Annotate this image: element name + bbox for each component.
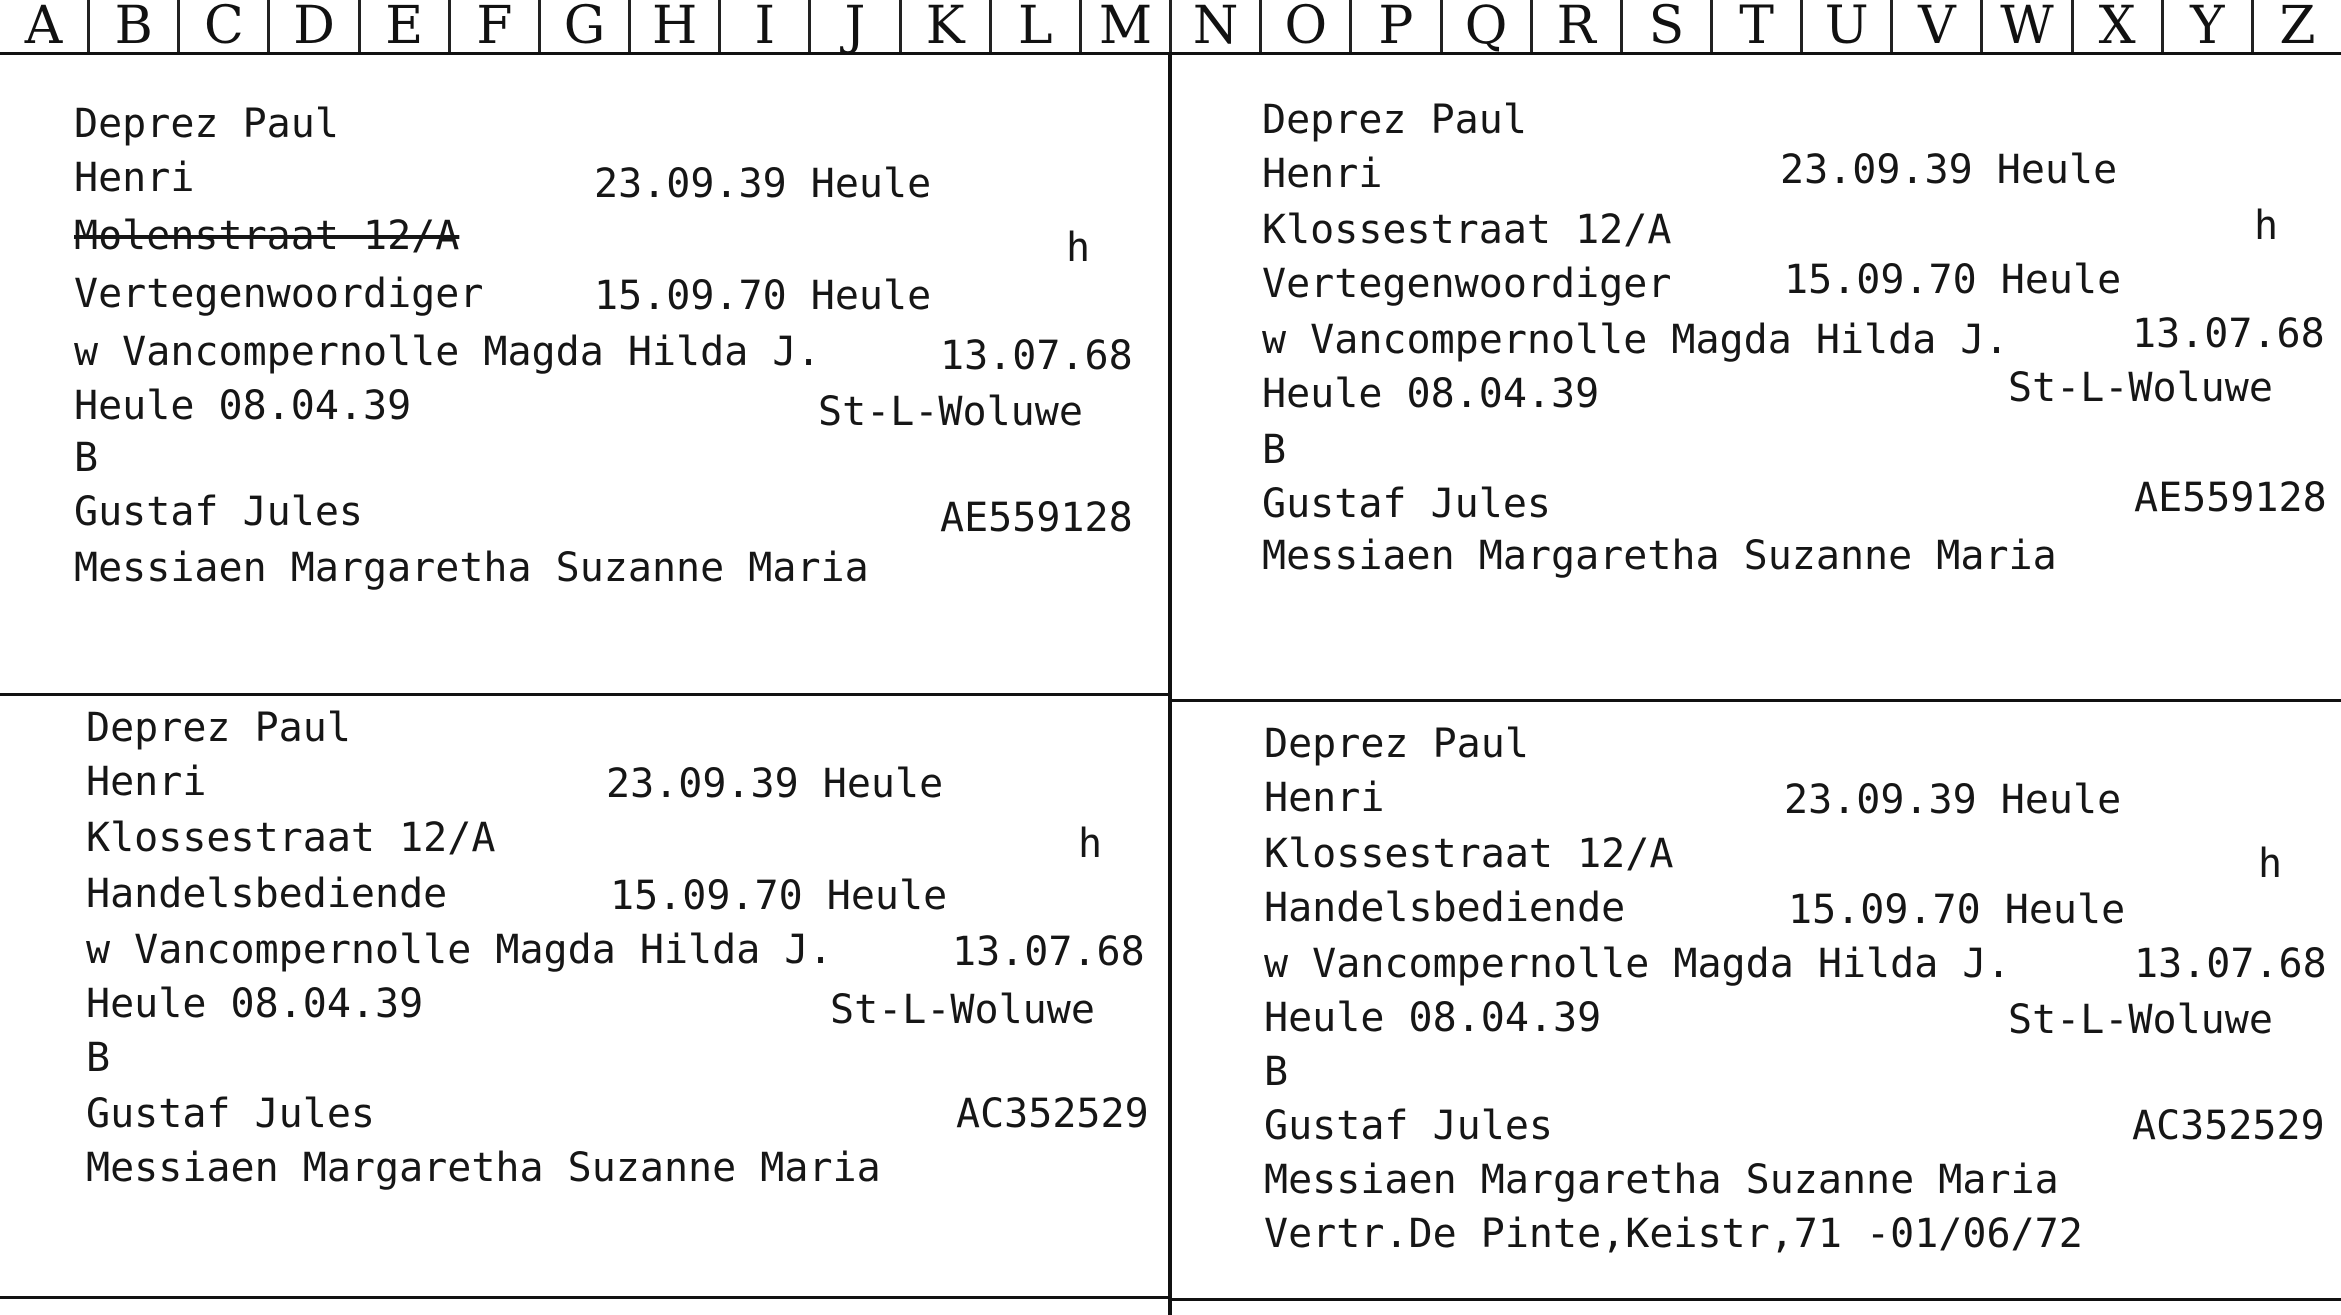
index-letter-z: Z (2251, 0, 2341, 52)
spouse: w Vancompernolle Magda Hilda J. (1264, 941, 2011, 987)
index-letter-l: L (989, 0, 1079, 52)
index-letter-r: R (1530, 0, 1620, 52)
nationality: B (1262, 427, 1287, 473)
index-letter-n: N (1169, 0, 1259, 52)
annotation-line: Vertr.De Pinte,Keistr,71 -01/06/72 (1264, 1211, 2083, 1257)
index-letter-m: M (1079, 0, 1169, 52)
spouse-residence: St-L-Woluwe (830, 987, 1095, 1033)
alphabet-index (0, 0, 2341, 55)
birth: 23.09.39 Heule (1784, 777, 2122, 823)
spouse-birth: Heule 08.04.39 (1262, 371, 1600, 417)
given-name: Henri (86, 759, 207, 805)
record-card (1262, 98, 2341, 638)
spouse-birth: Heule 08.04.39 (86, 981, 424, 1027)
index-letter-s: S (1620, 0, 1710, 52)
index-letter-o: O (1259, 0, 1349, 52)
id-number: AC352529 (2132, 1103, 2325, 1149)
nationality: B (1264, 1049, 1289, 1095)
birth: 23.09.39 Heule (1780, 147, 2118, 193)
index-letter-a: A (24, 0, 63, 56)
index-letter-k: K (899, 0, 989, 52)
spouse: w Vancompernolle Magda Hilda J. (74, 329, 821, 375)
surname: Deprez Paul (1264, 721, 1529, 767)
street: Klossestraat 12/A (1264, 831, 1674, 877)
marriage-date: 13.07.68 (2134, 941, 2327, 987)
surname: Deprez Paul (74, 101, 339, 147)
sex: h (1066, 225, 1091, 271)
id-number: AC352529 (956, 1091, 1149, 1137)
sex: h (2258, 841, 2283, 887)
occupation: Handelsbediende (1264, 885, 1626, 931)
father: Gustaf Jules (74, 489, 363, 535)
registration: 15.09.70 Heule (610, 873, 948, 919)
index-letter-g: G (538, 0, 628, 52)
index-letter-x: X (2071, 0, 2161, 52)
marriage-date: 13.07.68 (940, 333, 1133, 379)
sex: h (1078, 821, 1103, 867)
index-letter-p: P (1349, 0, 1439, 52)
mother: Messiaen Margaretha Suzanne Maria (74, 545, 869, 591)
surname: Deprez Paul (1262, 97, 1527, 143)
father: Gustaf Jules (1262, 481, 1551, 527)
occupation: Handelsbediende (86, 871, 448, 917)
index-letter-t: T (1710, 0, 1800, 52)
index-letter-j: J (808, 0, 898, 52)
index-letter-i: I (718, 0, 808, 52)
spouse: w Vancompernolle Magda Hilda J. (86, 927, 833, 973)
occupation: Vertegenwoordiger (1262, 261, 1672, 307)
given-name: Henri (74, 155, 195, 201)
mother: Messiaen Margaretha Suzanne Maria (86, 1145, 881, 1191)
street-struck: Molenstraat 12/A (74, 213, 460, 259)
father: Gustaf Jules (1264, 1103, 1553, 1149)
given-name: Henri (1264, 775, 1385, 821)
father: Gustaf Jules (86, 1091, 375, 1137)
spouse: w Vancompernolle Magda Hilda J. (1262, 317, 2009, 363)
divider-top-right (1172, 699, 2341, 702)
spouse-birth: Heule 08.04.39 (74, 383, 412, 429)
index-letter-q: Q (1440, 0, 1530, 52)
id-number: AE559128 (940, 495, 1133, 541)
spouse-residence: St-L-Woluwe (2008, 365, 2273, 411)
surname: Deprez Paul (86, 705, 351, 751)
birth: 23.09.39 Heule (606, 761, 944, 807)
mother: Messiaen Margaretha Suzanne Maria (1262, 533, 2057, 579)
index-letter-w: W (1980, 0, 2070, 52)
index-letter-y: Y (2161, 0, 2251, 52)
index-letter-h: H (628, 0, 718, 52)
index-letter-c: C (177, 0, 267, 52)
nationality: B (86, 1035, 111, 1081)
birth: 23.09.39 Heule (594, 161, 932, 207)
spouse-residence: St-L-Woluwe (818, 389, 1083, 435)
index-letter-e: E (358, 0, 448, 52)
occupation: Vertegenwoordiger (74, 271, 484, 317)
id-number: AE559128 (2134, 475, 2327, 521)
index-letter-u: U (1800, 0, 1890, 52)
spouse-birth: Heule 08.04.39 (1264, 995, 1602, 1041)
marriage-date: 13.07.68 (2132, 311, 2325, 357)
divider-top-left (0, 693, 1168, 696)
given-name: Henri (1262, 151, 1383, 197)
record-card (1262, 722, 2341, 1262)
mother: Messiaen Margaretha Suzanne Maria (1264, 1157, 2059, 1203)
divider-bottom-left (0, 1296, 1168, 1299)
marriage-date: 13.07.68 (952, 929, 1145, 975)
street: Klossestraat 12/A (86, 815, 496, 861)
spouse-residence: St-L-Woluwe (2008, 997, 2273, 1043)
index-letter-d: D (267, 0, 357, 52)
index-letter-v: V (1890, 0, 1980, 52)
street: Klossestraat 12/A (1262, 207, 1672, 253)
registration: 15.09.70 Heule (594, 273, 932, 319)
registration: 15.09.70 Heule (1788, 887, 2126, 933)
divider-bottom-right (1172, 1298, 2341, 1301)
nationality: B (74, 435, 99, 481)
registration: 15.09.70 Heule (1784, 257, 2122, 303)
index-letter-b: B (87, 0, 177, 52)
sex: h (2254, 203, 2279, 249)
record-card (86, 706, 1226, 1246)
record-card (70, 102, 1210, 642)
index-letter-f: F (448, 0, 538, 52)
